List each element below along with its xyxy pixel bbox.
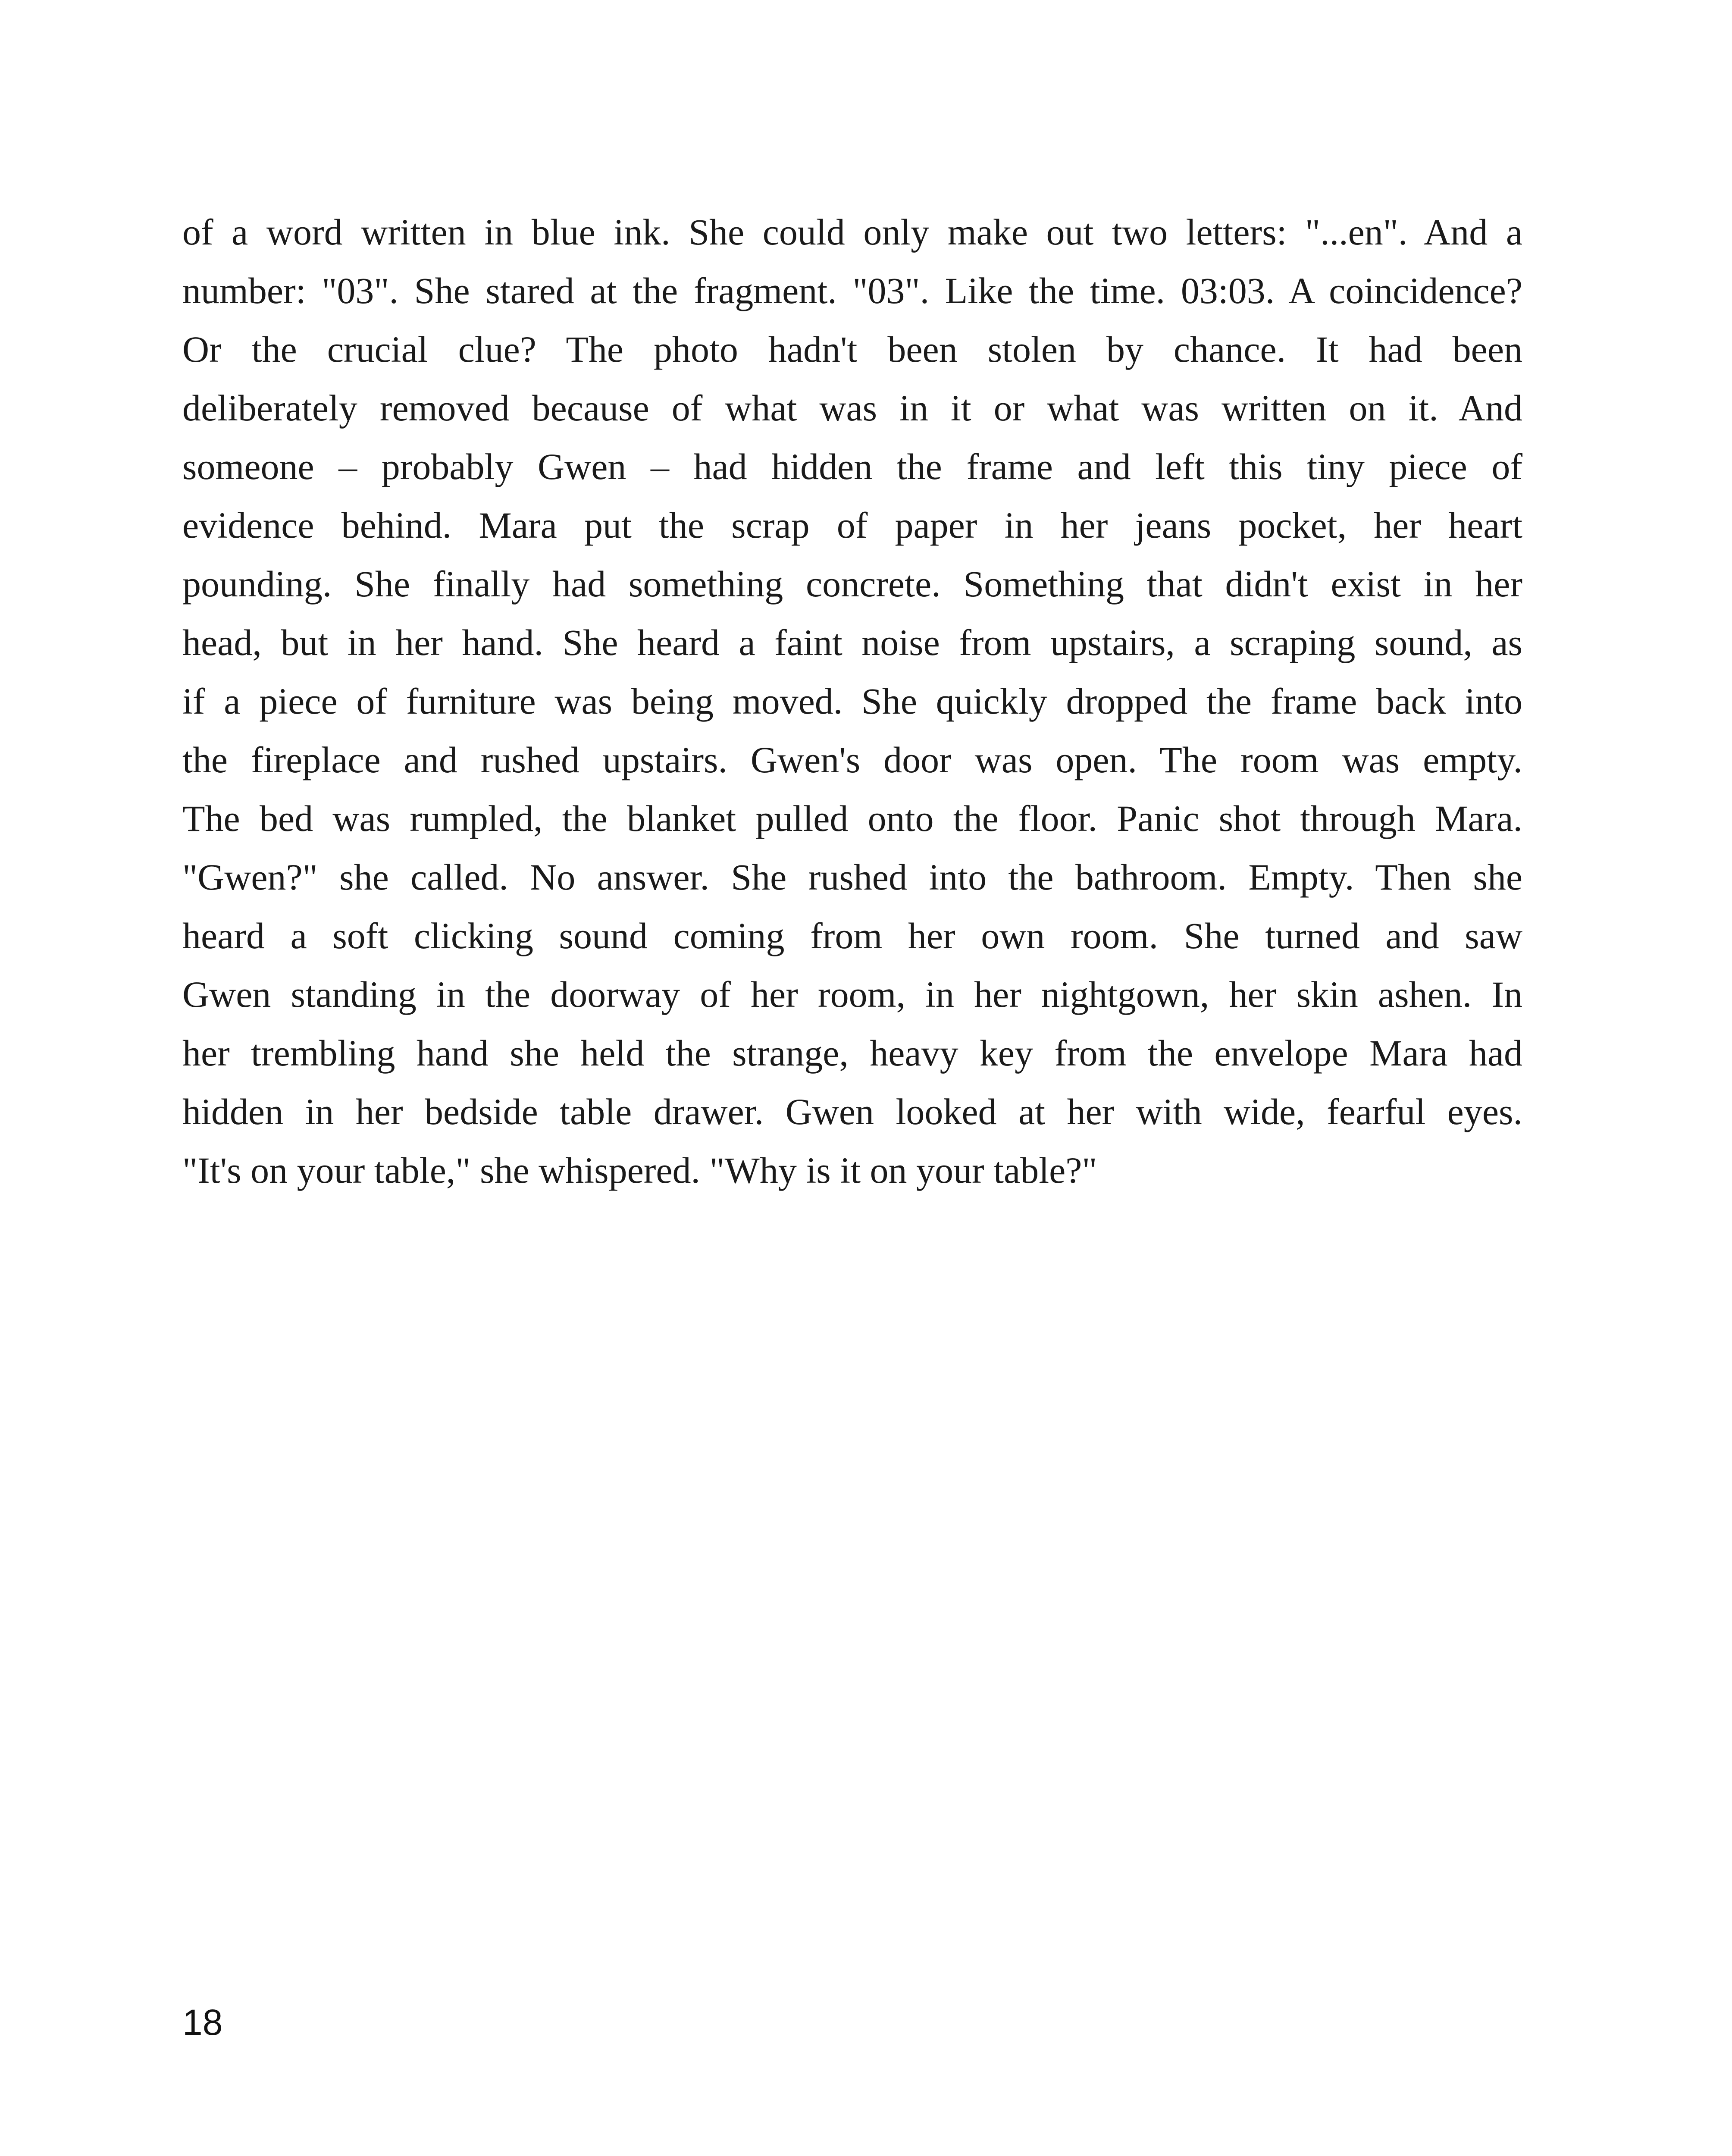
- text-line: Gwen standing in the doorway of her room, in her nightgown, her skin ashen. In: [182, 974, 1522, 1015]
- text-line: deliberately removed because of what was in it or what was written on it. And: [182, 387, 1522, 429]
- body-paragraph: [182, 203, 1522, 1200]
- text-line: Or the crucial clue? The photo hadn't been stolen by chance. It had been: [182, 329, 1522, 370]
- text-line: evidence behind. Mara put the scrap of paper in her jeans pocket, her heart: [182, 505, 1522, 546]
- text-line: hidden in her bedside table drawer. Gwen looked at her with wide, fearful eyes.: [182, 1091, 1522, 1132]
- text-line: the fireplace and rushed upstairs. Gwen's door was open. The room was empty.: [182, 739, 1522, 780]
- text-line: head, but in her hand. She heard a faint noise from upstairs, a scraping sound, as: [182, 622, 1522, 663]
- text-line: pounding. She finally had something concrete. Something that didn't exist in her: [182, 563, 1522, 605]
- text-line: of a word written in blue ink. She could only make out two letters: "...en". And a: [182, 211, 1522, 253]
- text-line: "Gwen?" she called. No answer. She rushed into the bathroom. Empty. Then she: [182, 856, 1522, 898]
- text-line: heard a soft clicking sound coming from her own room. She turned and saw: [182, 915, 1522, 956]
- text-line-last: "It's on your table," she whispered. "Why is it on your table?": [182, 1150, 1097, 1191]
- text-line: her trembling hand she held the strange, heavy key from the envelope Mara had: [182, 1032, 1522, 1074]
- text-line: The bed was rumpled, the blanket pulled onto the floor. Panic shot through Mara.: [182, 798, 1522, 839]
- text-line: if a piece of furniture was being moved. She quickly dropped the frame back into: [182, 680, 1522, 722]
- text-line: number: "03". She stared at the fragment. "03". Like the time. 03:03. A coincidence?: [182, 270, 1522, 311]
- page-number: 18: [182, 2002, 223, 2043]
- text-line: someone – probably Gwen – had hidden the frame and left this tiny piece of: [182, 446, 1522, 487]
